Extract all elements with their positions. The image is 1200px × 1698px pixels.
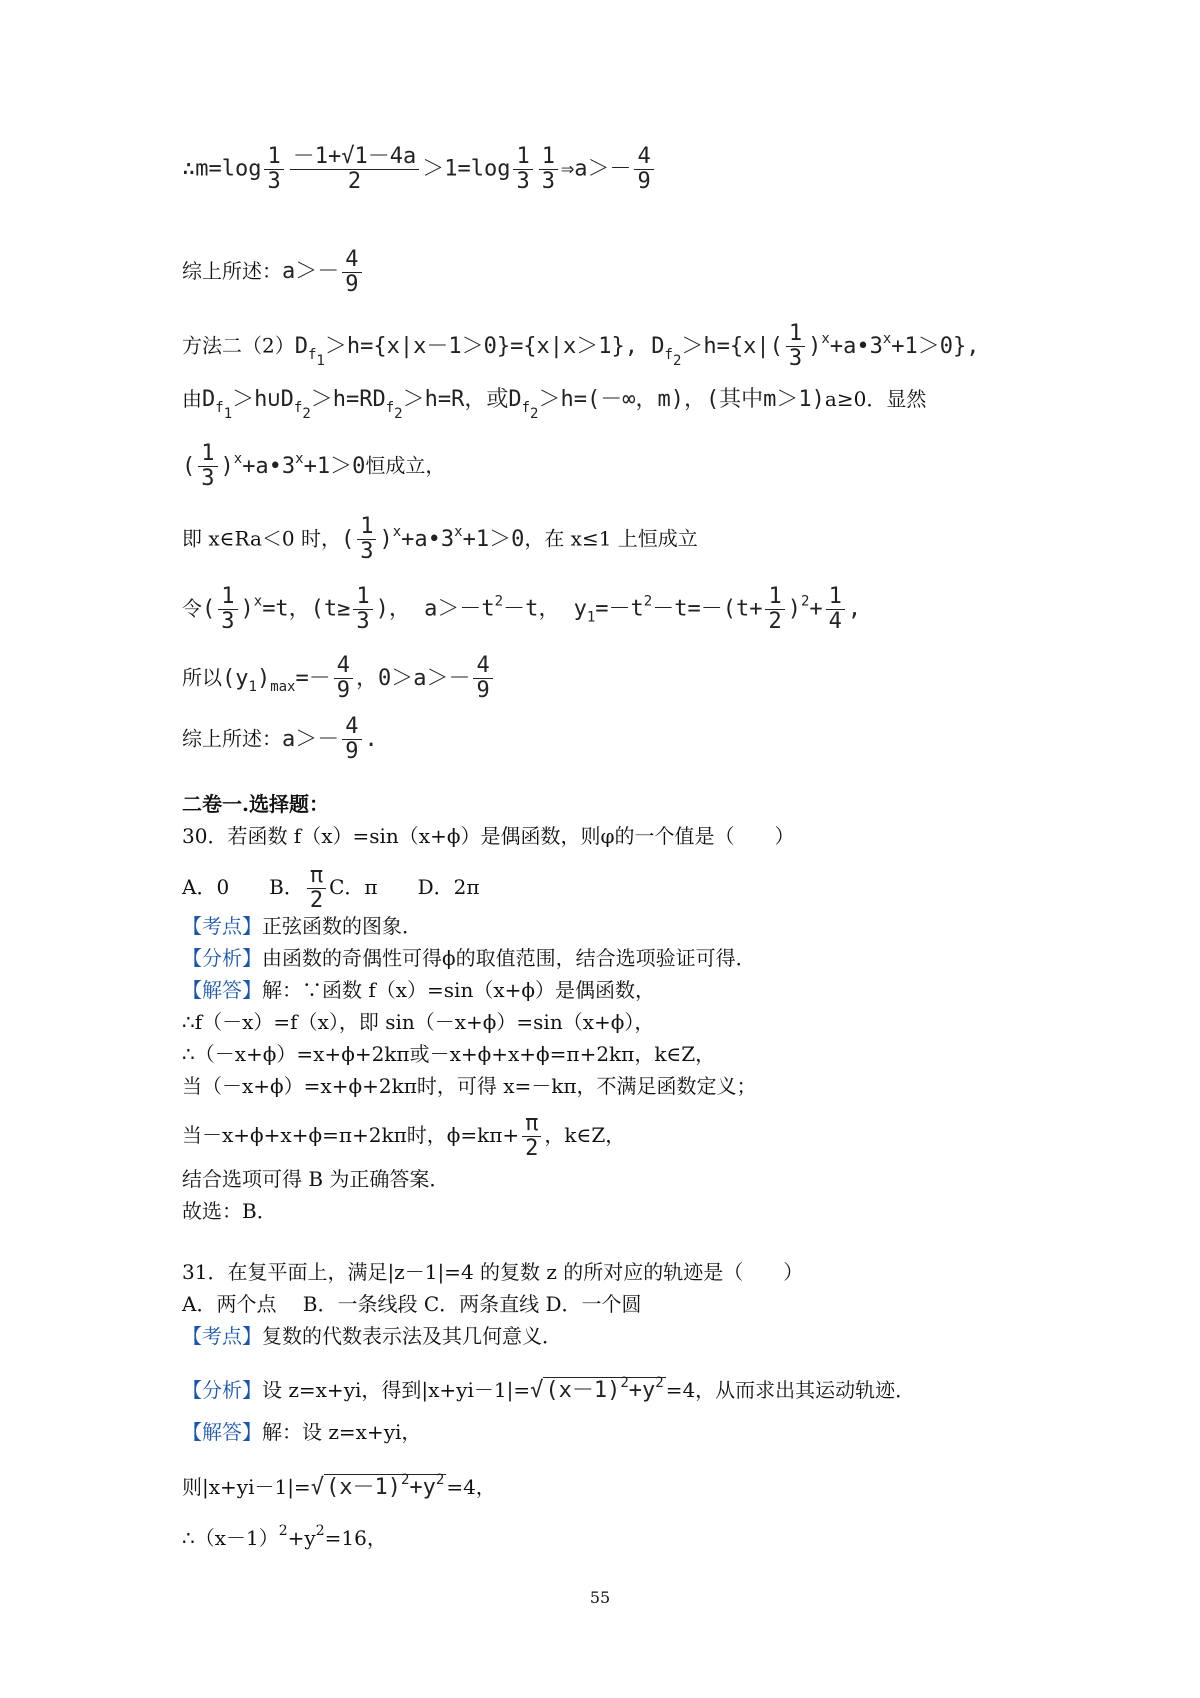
formula: $(y_1)_{max}=-$ $\frac{4}{9}$ ，0＞a＞－ $\frac{4}{9}$ bbox=[222, 666, 496, 691]
fraction bbox=[513, 145, 532, 194]
fraction bbox=[539, 145, 558, 194]
fraction bbox=[634, 145, 653, 194]
question-30: 30．若函数 f（x）=sin（x+ϕ）是偶函数，则φ的一个值是（ ） bbox=[182, 824, 795, 848]
tag-label: 【解答】 bbox=[182, 978, 262, 1002]
text: 即 x∈Ra＜0 时， bbox=[182, 526, 341, 551]
denominator: 2 bbox=[347, 169, 362, 194]
q30-fenxi: 【分析】由函数的奇偶性可得ϕ的取值范围，结合选项验证可得． bbox=[182, 946, 756, 970]
tag-label: 【考点】 bbox=[182, 1324, 262, 1348]
formula: a＞－ bbox=[282, 259, 340, 284]
q30-jieda: 【解答】解：∵函数 f（x）=sin（x+ϕ）是偶函数， bbox=[182, 978, 656, 1002]
q31-jieda: 【解答】解：设 z=x+yi， bbox=[182, 1420, 422, 1444]
numerator: 1 bbox=[539, 145, 558, 170]
text: 由 bbox=[182, 387, 202, 411]
formula: ( $\frac{1}{3}$ )$^x+a•3^x+1>0$ bbox=[340, 514, 525, 564]
q30-answer: 故选：B． bbox=[182, 1199, 277, 1223]
numerator: 1 bbox=[264, 145, 283, 170]
summary-line-2 bbox=[182, 715, 378, 764]
text: ，在 x≤1 上恒成立 bbox=[524, 526, 698, 551]
formula-line-m bbox=[182, 145, 657, 194]
text: 方法二（2） bbox=[182, 333, 295, 358]
text: a≥0．显然 bbox=[824, 387, 927, 411]
formula: $D_{f1}>h\cup D_{f2}>h=RD_{f2}>h=R$，或$D_{f2}>h=(-\infty$，m)，(其中m＞1) bbox=[202, 387, 825, 422]
q30-step-2: ∴（－x+ϕ）=x+ϕ+2kπ或－x+ϕ+x+ϕ=π+2kπ，k∈Z， bbox=[182, 1042, 716, 1066]
numerator: －1+√1－4a bbox=[290, 145, 419, 170]
q30-step-4: 当－x+ϕ+x+ϕ=π+2kπ时，ϕ=kπ+ $\frac{\pi}{2}$ ，k∈Z， bbox=[182, 1111, 626, 1161]
text: 所以 bbox=[182, 665, 222, 690]
text: ＞1=log bbox=[422, 156, 511, 182]
summary-line-1 bbox=[182, 248, 365, 297]
formula: a＞－ $\frac{4}{9}$ . bbox=[282, 714, 378, 764]
method-two-line bbox=[182, 322, 979, 375]
formula: ( $\frac{1}{3}$ )$^x+a•3^x+1>0$ bbox=[182, 441, 366, 491]
q31-kaodian: 【考点】复数的代数表示法及其几何意义． bbox=[182, 1324, 562, 1348]
text: 综上所述： bbox=[182, 259, 282, 283]
q30-step-3: 当（－x+ϕ）=x+ϕ+2kπ时，可得 x=－kπ，不满足函数定义； bbox=[182, 1074, 757, 1098]
denominator: 3 bbox=[267, 169, 281, 194]
denominator: 3 bbox=[516, 169, 530, 194]
numerator: 4 bbox=[342, 248, 361, 273]
text: ∴m=log bbox=[182, 156, 262, 182]
text: 综上所述： bbox=[182, 726, 282, 751]
tag-label: 【考点】 bbox=[182, 914, 262, 938]
numerator: 4 bbox=[634, 145, 653, 170]
fraction bbox=[290, 145, 419, 194]
domain-union-line bbox=[182, 385, 926, 428]
question-30-options: A．0 B． $\frac{\pi}{2}$ C．π D．2π bbox=[182, 863, 480, 913]
q30-kaodian: 【考点】正弦函数的图象． bbox=[182, 914, 422, 938]
inequality-line bbox=[182, 442, 445, 491]
substitution-line: 令( $\frac{1}{3}$ )$^x$=t，(t≥ $\frac{1}{3}$ )， $a>-t^2-t$， $y_1=-t^2-t=-(t+$ $\frac{1}{2}$ )$^2$+ $\frac{1}{4}$ , bbox=[182, 584, 862, 634]
tag-label: 【解答】 bbox=[182, 1420, 262, 1444]
numerator: 1 bbox=[513, 145, 532, 170]
text: 恒成立， bbox=[365, 453, 446, 478]
case-line bbox=[182, 515, 698, 564]
q31-fenxi: 【分析】设 z=x+yi，得到$|x+yi-1|=√(x-1)^2+y^2 =4$，从而求出其运动轨迹． bbox=[182, 1375, 916, 1403]
q30-step-1: ∴f（－x）=f（x），即 sin（－x+ϕ）=sin（x+ϕ）， bbox=[182, 1010, 655, 1034]
denominator: 9 bbox=[637, 169, 651, 194]
q30-step-5: 结合选项可得 B 为正确答案． bbox=[182, 1167, 450, 1191]
question-31-options: A．两个点 B．一条线段 C．两条直线 D．一个圆 bbox=[182, 1292, 642, 1316]
q31-step-1: 则$|x+yi-1|=√(x-1)^2+y^2 =4$， bbox=[182, 1472, 496, 1500]
max-line bbox=[182, 654, 496, 703]
q31-step-2: $\therefore(x-1)^2+y^2=16$， bbox=[182, 1523, 387, 1550]
section-heading: 二卷一.选择题： bbox=[182, 792, 329, 816]
tag-label: 【分析】 bbox=[182, 1378, 262, 1402]
text: ⇒a＞－ bbox=[560, 156, 632, 182]
formula: $D_{f1}>h=\{x|x-1>0\}=\{x|x>1\}$, $D_{f2}>h=\{x|$( $\frac{1}{3}$ )$^x+a•3^x+1>0$}, bbox=[294, 321, 980, 371]
fraction bbox=[264, 145, 283, 194]
denominator: 9 bbox=[345, 272, 359, 297]
denominator: 3 bbox=[541, 169, 555, 194]
question-31: 31．在复平面上，满足|z－1|=4 的复数 z 的所对应的轨迹是（ ） bbox=[182, 1260, 804, 1284]
tag-label: 【分析】 bbox=[182, 946, 262, 970]
fraction bbox=[342, 248, 361, 297]
page-number: 55 bbox=[589, 1588, 611, 1607]
